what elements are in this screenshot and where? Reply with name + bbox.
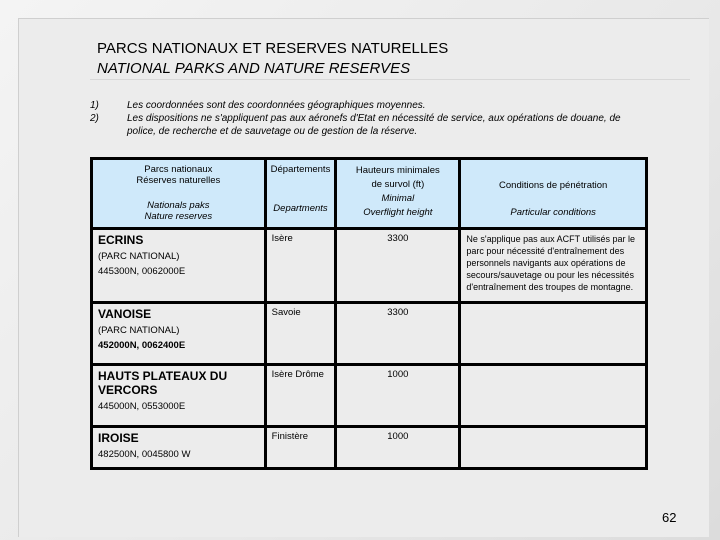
min-height: 3300 [336,229,460,303]
min-height: 1000 [336,365,460,427]
header-text: Conditions de pénétration [499,180,608,191]
header-text: Particular conditions [510,207,596,218]
department: Isère Drôme [265,365,336,427]
department: Finistère [265,427,336,469]
header-text: Nature reserves [144,211,213,222]
table-row [92,303,647,365]
header-text: Réserves naturelles [136,175,221,186]
conditions [460,427,647,469]
table-row [92,365,647,427]
header-text: Hauteurs minimales [355,165,440,176]
park-cell [92,365,266,427]
department: Savoie [265,303,336,365]
conditions [460,303,647,365]
min-height: 3300 [336,303,460,365]
divider [90,79,690,80]
header-text: Overflight height [363,207,433,218]
page-title: PARCS NATIONAUX ET RESERVES NATURELLES [97,40,449,57]
park-cell [92,303,266,365]
header-text: de survol (ft) [371,179,425,190]
park-type: (PARC NATIONAL) [98,325,180,336]
header-parks [92,159,266,229]
note-number: 1) [90,100,99,111]
park-name: HAUTS PLATEAUX DU VERCORS [98,369,228,397]
page-number: 62 [662,510,677,525]
page-subtitle: NATIONAL PARKS AND NATURE RESERVES [97,60,411,77]
conditions-cell [460,229,647,303]
note-number: 2) [90,113,99,124]
conditions: Ne s'applique pas aux ACFT utilisés par le parc pour nécessité d'entraînement des personnels navigants aux opérations de secours/sauvetage ou pour les nécessités d'entraînement des troupes de montagne. [466,234,635,292]
park-name: IROISE [98,431,139,445]
park-cell [92,427,266,469]
park-coords: 445300N, 0062000E [98,266,186,277]
header-text: Départements [270,164,331,175]
park-coords: 445000N, 0553000E [98,401,186,412]
park-cell [92,229,266,303]
note [90,99,647,112]
header-text: Departments [273,203,328,214]
note [90,112,647,138]
header-departments [265,159,336,229]
department: Isère [265,229,336,303]
table-row [92,427,647,469]
header-text: Nationals paks [147,200,210,211]
conditions [460,365,647,427]
notes [90,99,647,138]
park-coords: 482500N, 0045800 W [98,449,191,460]
park-type: (PARC NATIONAL) [98,251,180,262]
park-name: VANOISE [98,307,152,321]
note-text: Les dispositions ne s'appliquent pas aux aéronefs d'Etat en nécessité de service, aux opérations de douane, de police, de recherche et de sauvetage ou de gestion de la réserve. [127,113,621,137]
header-height [336,159,460,229]
header-text: Minimal [381,193,415,204]
header-conditions [460,159,647,229]
parks-table [90,157,648,470]
min-height: 1000 [336,427,460,469]
park-name: ECRINS [98,233,144,247]
note-text: Les coordonnées sont des coordonnées géographiques moyennes. [127,100,426,111]
header-text: Parcs nationaux [144,164,213,175]
park-coords: 452000N, 0062400E [98,340,186,351]
table-header-row [92,159,647,229]
table-row [92,229,647,303]
